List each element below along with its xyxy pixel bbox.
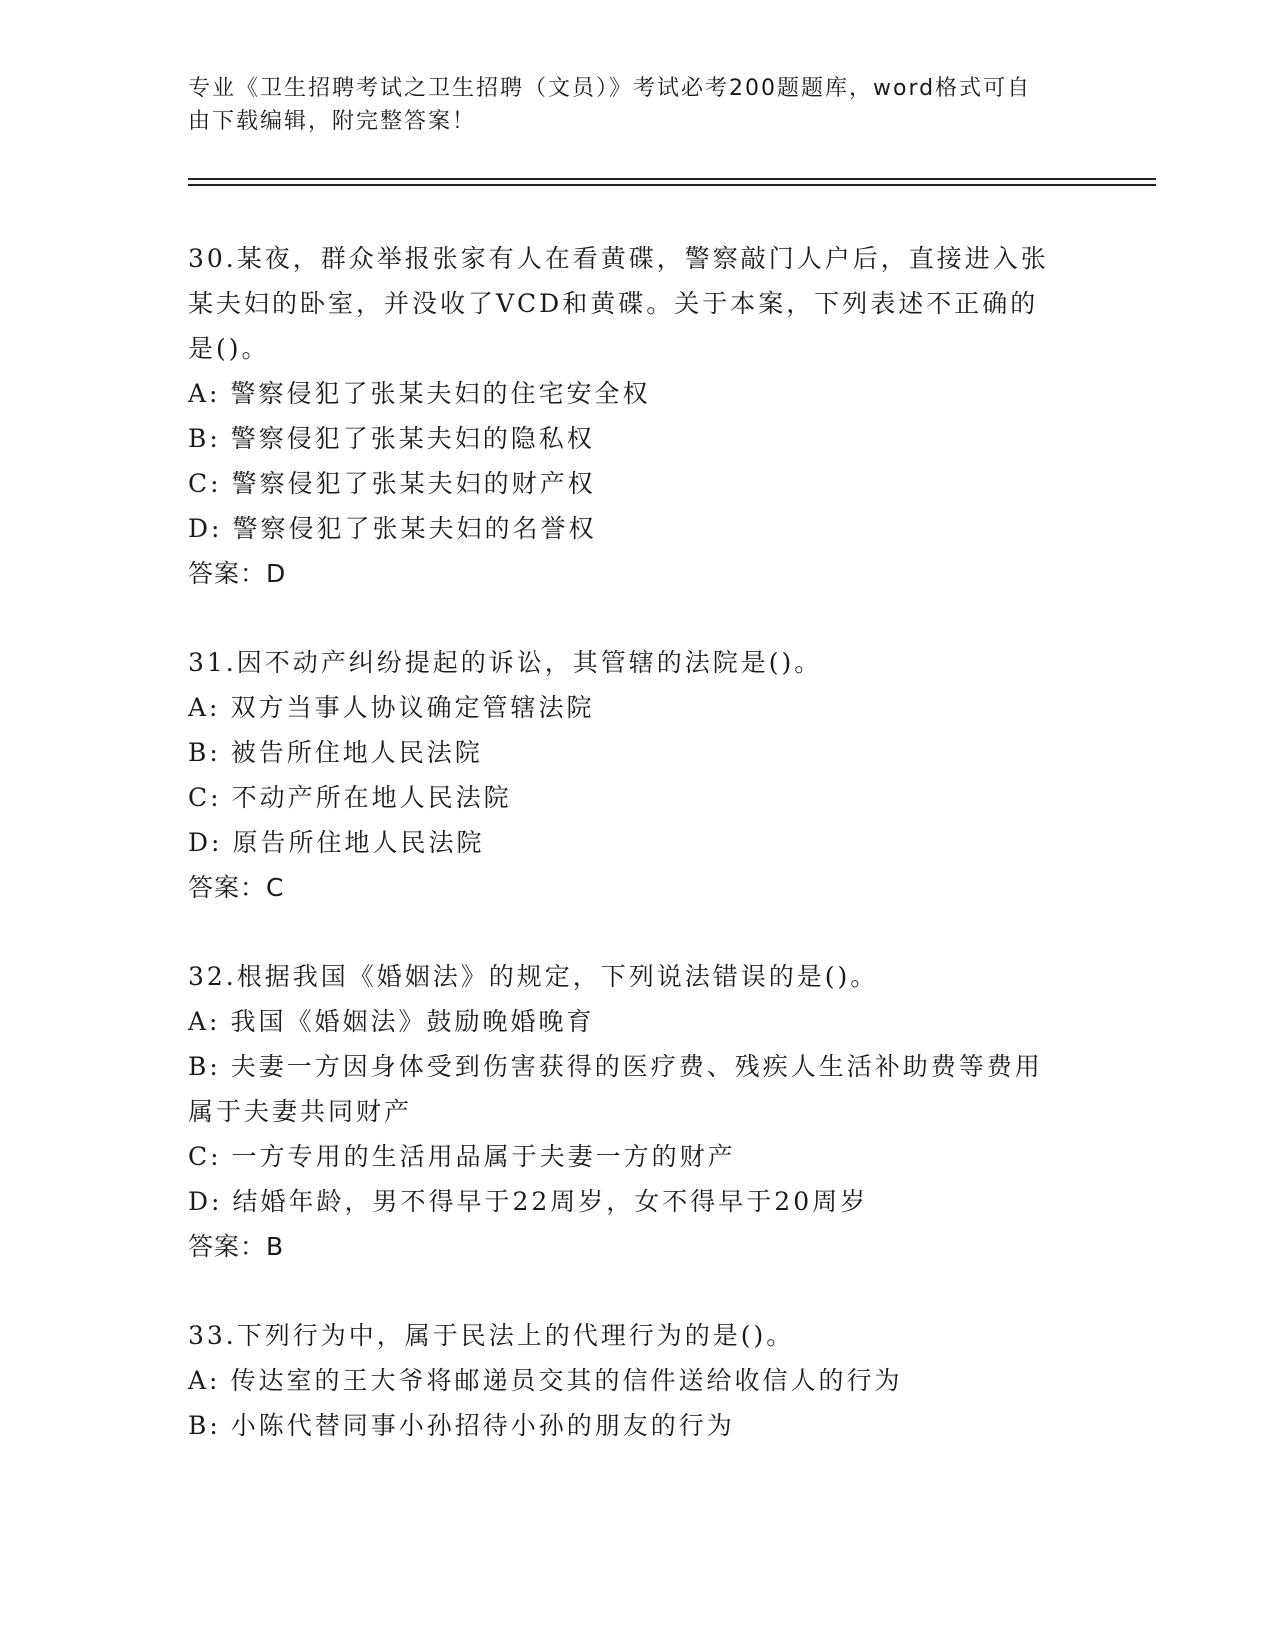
option-text: 警察侵犯了张某夫妇的名誉权: [232, 514, 597, 543]
option-text-continued: 属于夫妻共同财产: [188, 1097, 413, 1126]
option-letter: C:: [188, 1142, 222, 1171]
question-list: [188, 236, 1088, 1491]
option-c: [188, 1134, 1088, 1179]
question-stem-line: 是()。: [188, 334, 270, 363]
answer: 答案：D: [188, 559, 287, 588]
header-divider-bottom: [188, 184, 1156, 186]
option-text: 不动产所在地人民法院: [231, 783, 512, 812]
option-letter: D:: [188, 1187, 223, 1216]
question-33: [188, 1313, 1088, 1448]
option-text: 传达室的王大爷将邮递员交其的信件送给收信人的行为: [230, 1366, 903, 1395]
option-letter: B:: [188, 1411, 221, 1440]
option-c: [188, 775, 1088, 820]
option-a: [188, 1358, 1088, 1403]
option-text: 夫妻一方因身体受到伤害获得的医疗费、残疾人生活补助费等费用: [230, 1052, 1043, 1081]
option-b: [188, 730, 1088, 775]
option-text: 警察侵犯了张某夫妇的隐私权: [230, 424, 595, 453]
option-d: [188, 1179, 1088, 1224]
option-text: 我国《婚姻法》鼓励晚婚晚育: [230, 1007, 595, 1036]
option-d: [188, 820, 1088, 865]
answer: 答案：C: [188, 873, 285, 902]
option-letter: A:: [188, 1366, 221, 1395]
option-letter: B:: [188, 738, 221, 767]
option-text: 原告所住地人民法院: [232, 828, 485, 857]
option-letter: B:: [188, 424, 221, 453]
option-text: 被告所住地人民法院: [230, 738, 483, 767]
question-stem-line: 某夫妇的卧室，并没收了VCD和黄碟。关于本案，下列表述不正确的: [188, 289, 1039, 318]
header-line-1: 专业《卫生招聘考试之卫生招聘（文员）》考试必考200题题库，word格式可自: [188, 76, 1032, 101]
option-letter: A:: [188, 379, 221, 408]
question-stem-line: 31.因不动产纠纷提起的诉讼，其管辖的法院是()。: [188, 648, 823, 677]
option-letter: C:: [188, 469, 222, 498]
option-letter: A:: [188, 693, 221, 722]
option-text: 结婚年龄，男不得早于22周岁，女不得早于20周岁: [232, 1187, 869, 1216]
question-32: [188, 954, 1088, 1270]
question-31: [188, 640, 1088, 911]
option-letter: D:: [188, 514, 223, 543]
header-line-2: 由下载编辑，附完整答案！: [188, 109, 477, 134]
question-stem-line: 33.下列行为中，属于民法上的代理行为的是()。: [188, 1321, 795, 1350]
option-b: [188, 1044, 1088, 1134]
option-c: [188, 461, 1088, 506]
option-letter: B:: [188, 1052, 221, 1081]
question-stem-line: 30.某夜，群众举报张家有人在看黄碟，警察敲门人户后，直接进入张: [188, 244, 1049, 273]
question-stem-line: 32.根据我国《婚姻法》的规定，下列说法错误的是()。: [188, 962, 879, 991]
option-b: [188, 416, 1088, 461]
option-a: [188, 685, 1088, 730]
header-divider-top: [188, 178, 1156, 180]
option-letter: C:: [188, 783, 222, 812]
option-a: [188, 999, 1088, 1044]
option-text: 双方当事人协议确定管辖法院: [230, 693, 595, 722]
option-text: 警察侵犯了张某夫妇的住宅安全权: [230, 379, 651, 408]
option-a: [188, 371, 1088, 416]
answer: 答案：B: [188, 1232, 285, 1261]
option-text: 一方专用的生活用品属于夫妻一方的财产: [231, 1142, 736, 1171]
document-header: [188, 72, 1068, 138]
option-text: 警察侵犯了张某夫妇的财产权: [231, 469, 596, 498]
option-letter: A:: [188, 1007, 221, 1036]
option-text: 小陈代替同事小孙招待小孙的朋友的行为: [230, 1411, 735, 1440]
option-d: [188, 506, 1088, 551]
option-letter: D:: [188, 828, 223, 857]
question-30: [188, 236, 1088, 597]
option-b: [188, 1403, 1088, 1448]
